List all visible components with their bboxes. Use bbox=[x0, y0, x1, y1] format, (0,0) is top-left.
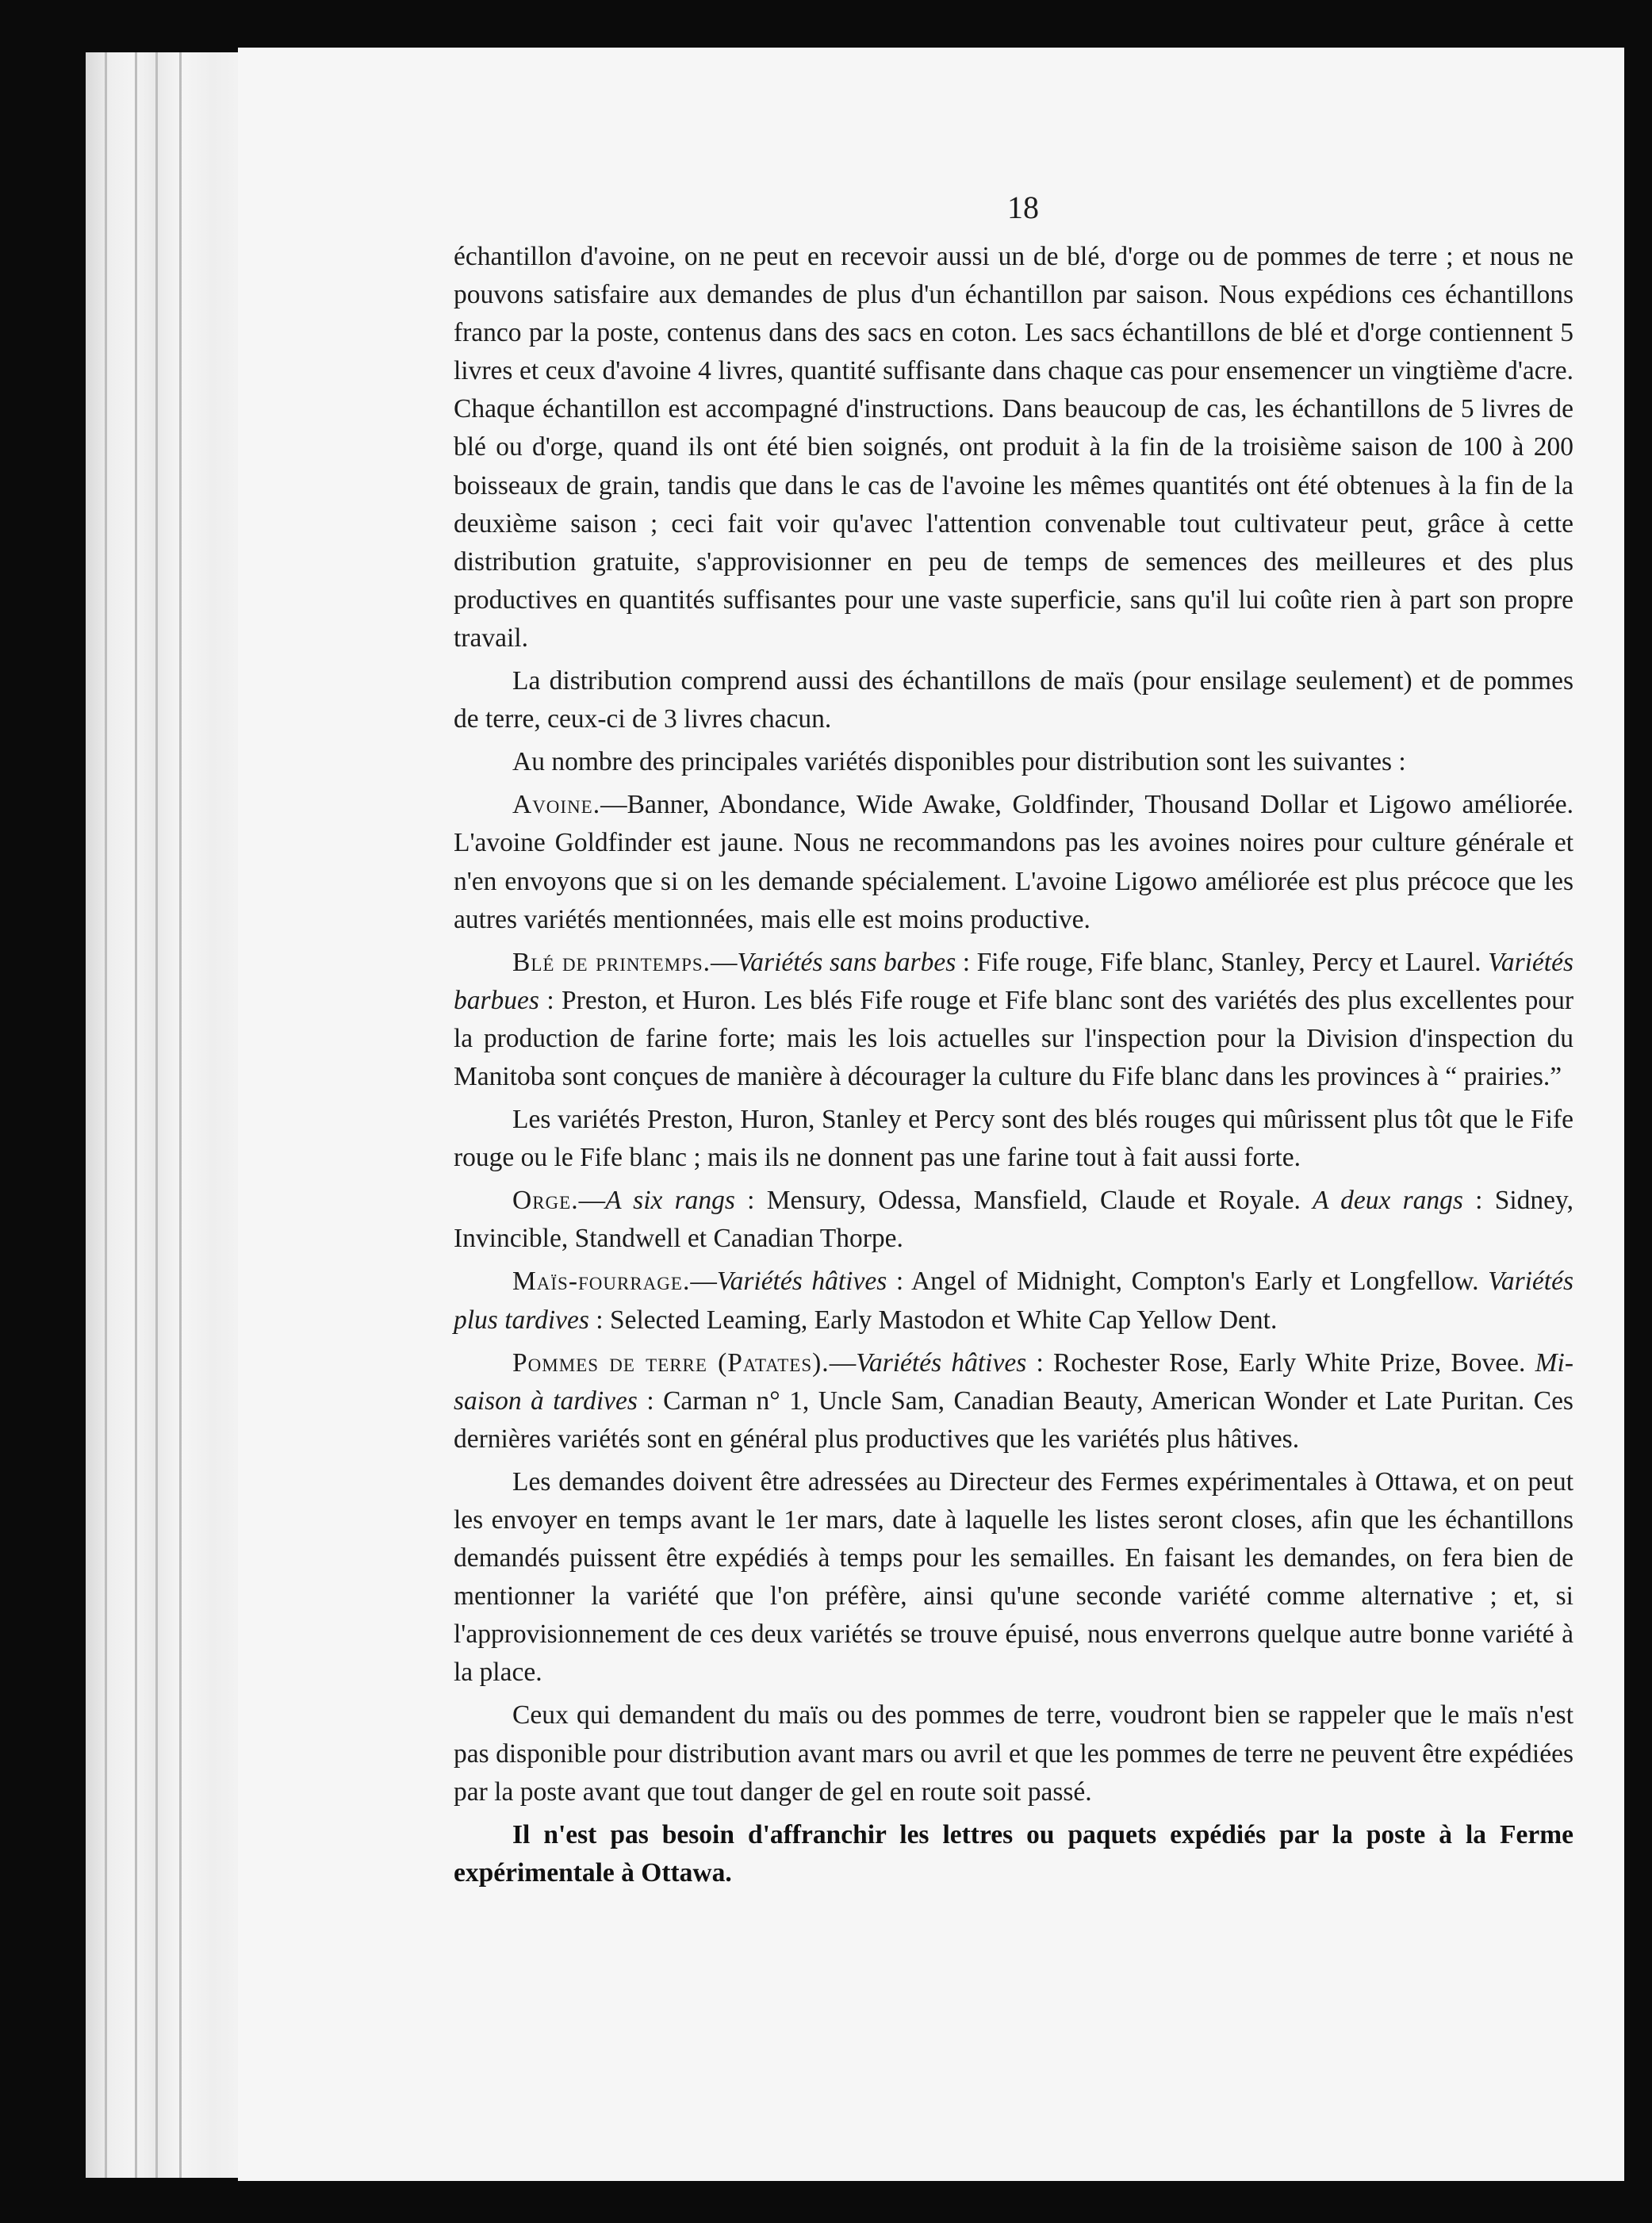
paragraph-distribution: La distribution comprend aussi des échantillons de maïs (pour ensilage seulement) et de pommes de terre, ceux-ci de 3 livres chacun. bbox=[454, 666, 1573, 734]
subheading-early: Variétés hâtives bbox=[716, 1267, 887, 1297]
paragraph-requests: Les demandes doivent être adressées au Directeur des Fermes expérimentales à Ottawa, et on peut les envoyer en temps avant le 1er mars, date à laquelle les listes seront closes, afin que les échantillons demandés puissent être expédiés à temps pour les semailles. En faisant les demandes, on fera bien de mentionner la variété que l'on préfère, ainsi qu'une seconde variété comme alternative ; et, si l'approvisionnement de ces deux variétés se trouve épuisé, nous enverrons quelque autre bonne variété à la place. bbox=[454, 1466, 1573, 1688]
corn-text-2: : Selected Leaming, Early Mastodon et White Cap Yellow Dent. bbox=[588, 1305, 1278, 1335]
page-body bbox=[454, 238, 1573, 1897]
paragraph-spring-wheat bbox=[454, 944, 1573, 1096]
potatoes-text-1: : Rochester Rose, Early White Prize, Bovee. bbox=[1026, 1347, 1535, 1378]
wheat-text-1: : Fife rouge, Fife blanc, Stanley, Percy et Laurel. bbox=[956, 947, 1489, 977]
heading-dash: — bbox=[690, 1267, 717, 1297]
heading-dash: — bbox=[711, 947, 738, 977]
paragraph-samples: échantillon d'avoine, on ne peut en recevoir aussi un de blé, d'orge ou de pommes de terre ; et nous ne pouvons satisfaire aux demandes de plus d'un échantillon par saison. Nous expédions ces échantillons franco par la poste, contenus dans des sacs en coton. Les sacs échantillons de blé et d'orge contiennent 5 livres et ceux d'avoine 4 livres, quantité suffisante dans chaque cas pour ensemencer un vingtième d'acre. Chaque échantillon est accompagné d'instructions. Dans beaucoup de cas, les échantillons de 5 livres de blé ou d'orge, quand ils ont été bien soignés, ont produit à la fin de la troisième saison de 100 à 200 boisseaux de grain, tandis que dans le cas de l'avoine les mêmes quantités ont été obtenues à la fin de la deuxième saison ; ceci fait voir qu'avec l'attention convenable tout cultivateur peut, grâce à cette distribution gratuite, s'approvisionner en peu de temps de semences des meilleures et des plus productives en quantités suffisantes pour une vaste superficie, sans qu'il lui coûte rien à part son propre travail. bbox=[454, 242, 1573, 653]
subheading-two-row: A deux rangs bbox=[1313, 1186, 1463, 1216]
paragraph-corn-potato-note: Ceux qui demandent du maïs ou des pommes de terre, voudront bien se rappeler que le maïs n'est pas disponible pour distribution avant mars ou avril et que les pommes de terre ne peuvent être expédiées par la poste avant que tout danger de gel en route soit passé. bbox=[454, 1700, 1573, 1807]
paragraph-wheat-note: Les variétés Preston, Huron, Stanley et Percy sont des blés rouges qui mûrissent plus tôt que le Fife rouge ou le Fife blanc ; mais ils ne donnent pas une farine tout à fait aussi forte. bbox=[454, 1105, 1573, 1173]
barley-text-1: : Mensury, Odessa, Mansfield, Claude et Royale. bbox=[734, 1186, 1313, 1216]
corn-text-1: : Angel of Midnight, Compton's Early et Longfellow. bbox=[887, 1267, 1489, 1297]
barley-text-2: : Sidney, Invincible, Standwell et Canadian Thorpe. bbox=[454, 1186, 1573, 1254]
heading-dash: — bbox=[829, 1347, 857, 1378]
section-heading-spring-wheat: Blé de printemps. bbox=[512, 947, 711, 977]
heading-dash: — bbox=[578, 1186, 606, 1216]
subheading-bearded: Variétés barbues bbox=[454, 947, 1573, 1015]
section-heading-potatoes: Pommes de terre (Patates). bbox=[512, 1347, 830, 1378]
section-heading-fodder-corn: Maïs-fourrage. bbox=[512, 1267, 691, 1297]
paragraph-potatoes bbox=[454, 1344, 1573, 1458]
subheading-later: Variétés plus tardives bbox=[454, 1267, 1573, 1335]
paragraph-barley bbox=[454, 1182, 1573, 1258]
subheading-early-potatoes: Variétés hâtives bbox=[856, 1347, 1027, 1378]
subheading-mid-late: Mi-saison à tardives bbox=[454, 1347, 1573, 1416]
paragraph-varieties-intro: Au nombre des principales variétés disponibles pour distribution sont les suivantes : bbox=[512, 747, 1406, 777]
section-heading-oats: Avoine. bbox=[512, 790, 601, 820]
paragraph-oats bbox=[454, 786, 1573, 938]
paragraph-postage: Il n'est pas besoin d'affranchir les lettres ou paquets expédiés par la poste à la Ferme expérimentale à Ottawa. bbox=[454, 1819, 1573, 1888]
paragraph-fodder-corn bbox=[454, 1263, 1573, 1339]
wheat-text-2: : Preston, et Huron. Les blés Fife rouge et Fife blanc sont des variétés des plus excellentes pour la production de farine forte; mais les lois actuelles sur l'inspection pour la Division d'inspection du Manitoba sont conçues de manière à décourager la culture du Fife blanc dans les provinces à “ prairies.” bbox=[454, 985, 1573, 1091]
oats-text: —Banner, Abondance, Wide Awake, Goldfinder, Thousand Dollar et Ligowo améliorée. L'avoine Goldfinder est jaune. Nous ne recommandons pas les avoines noires pour culture générale et n'en envoyons que si on les demande spécialement. L'avoine Ligowo améliorée est plus précoce que les autres variétés mentionnées, mais elle est moins productive. bbox=[454, 790, 1573, 934]
subheading-six-row: A six rangs bbox=[605, 1186, 735, 1216]
section-heading-barley: Orge. bbox=[512, 1186, 579, 1216]
page-number: 18 bbox=[1007, 190, 1039, 225]
potatoes-text-2: : Carman n° 1, Uncle Sam, Canadian Beauty, American Wonder et Late Puritan. Ces dernières variétés sont en général plus productives que les variétés plus hâtives. bbox=[454, 1386, 1573, 1454]
subheading-beardless: Variétés sans barbes bbox=[737, 947, 956, 977]
